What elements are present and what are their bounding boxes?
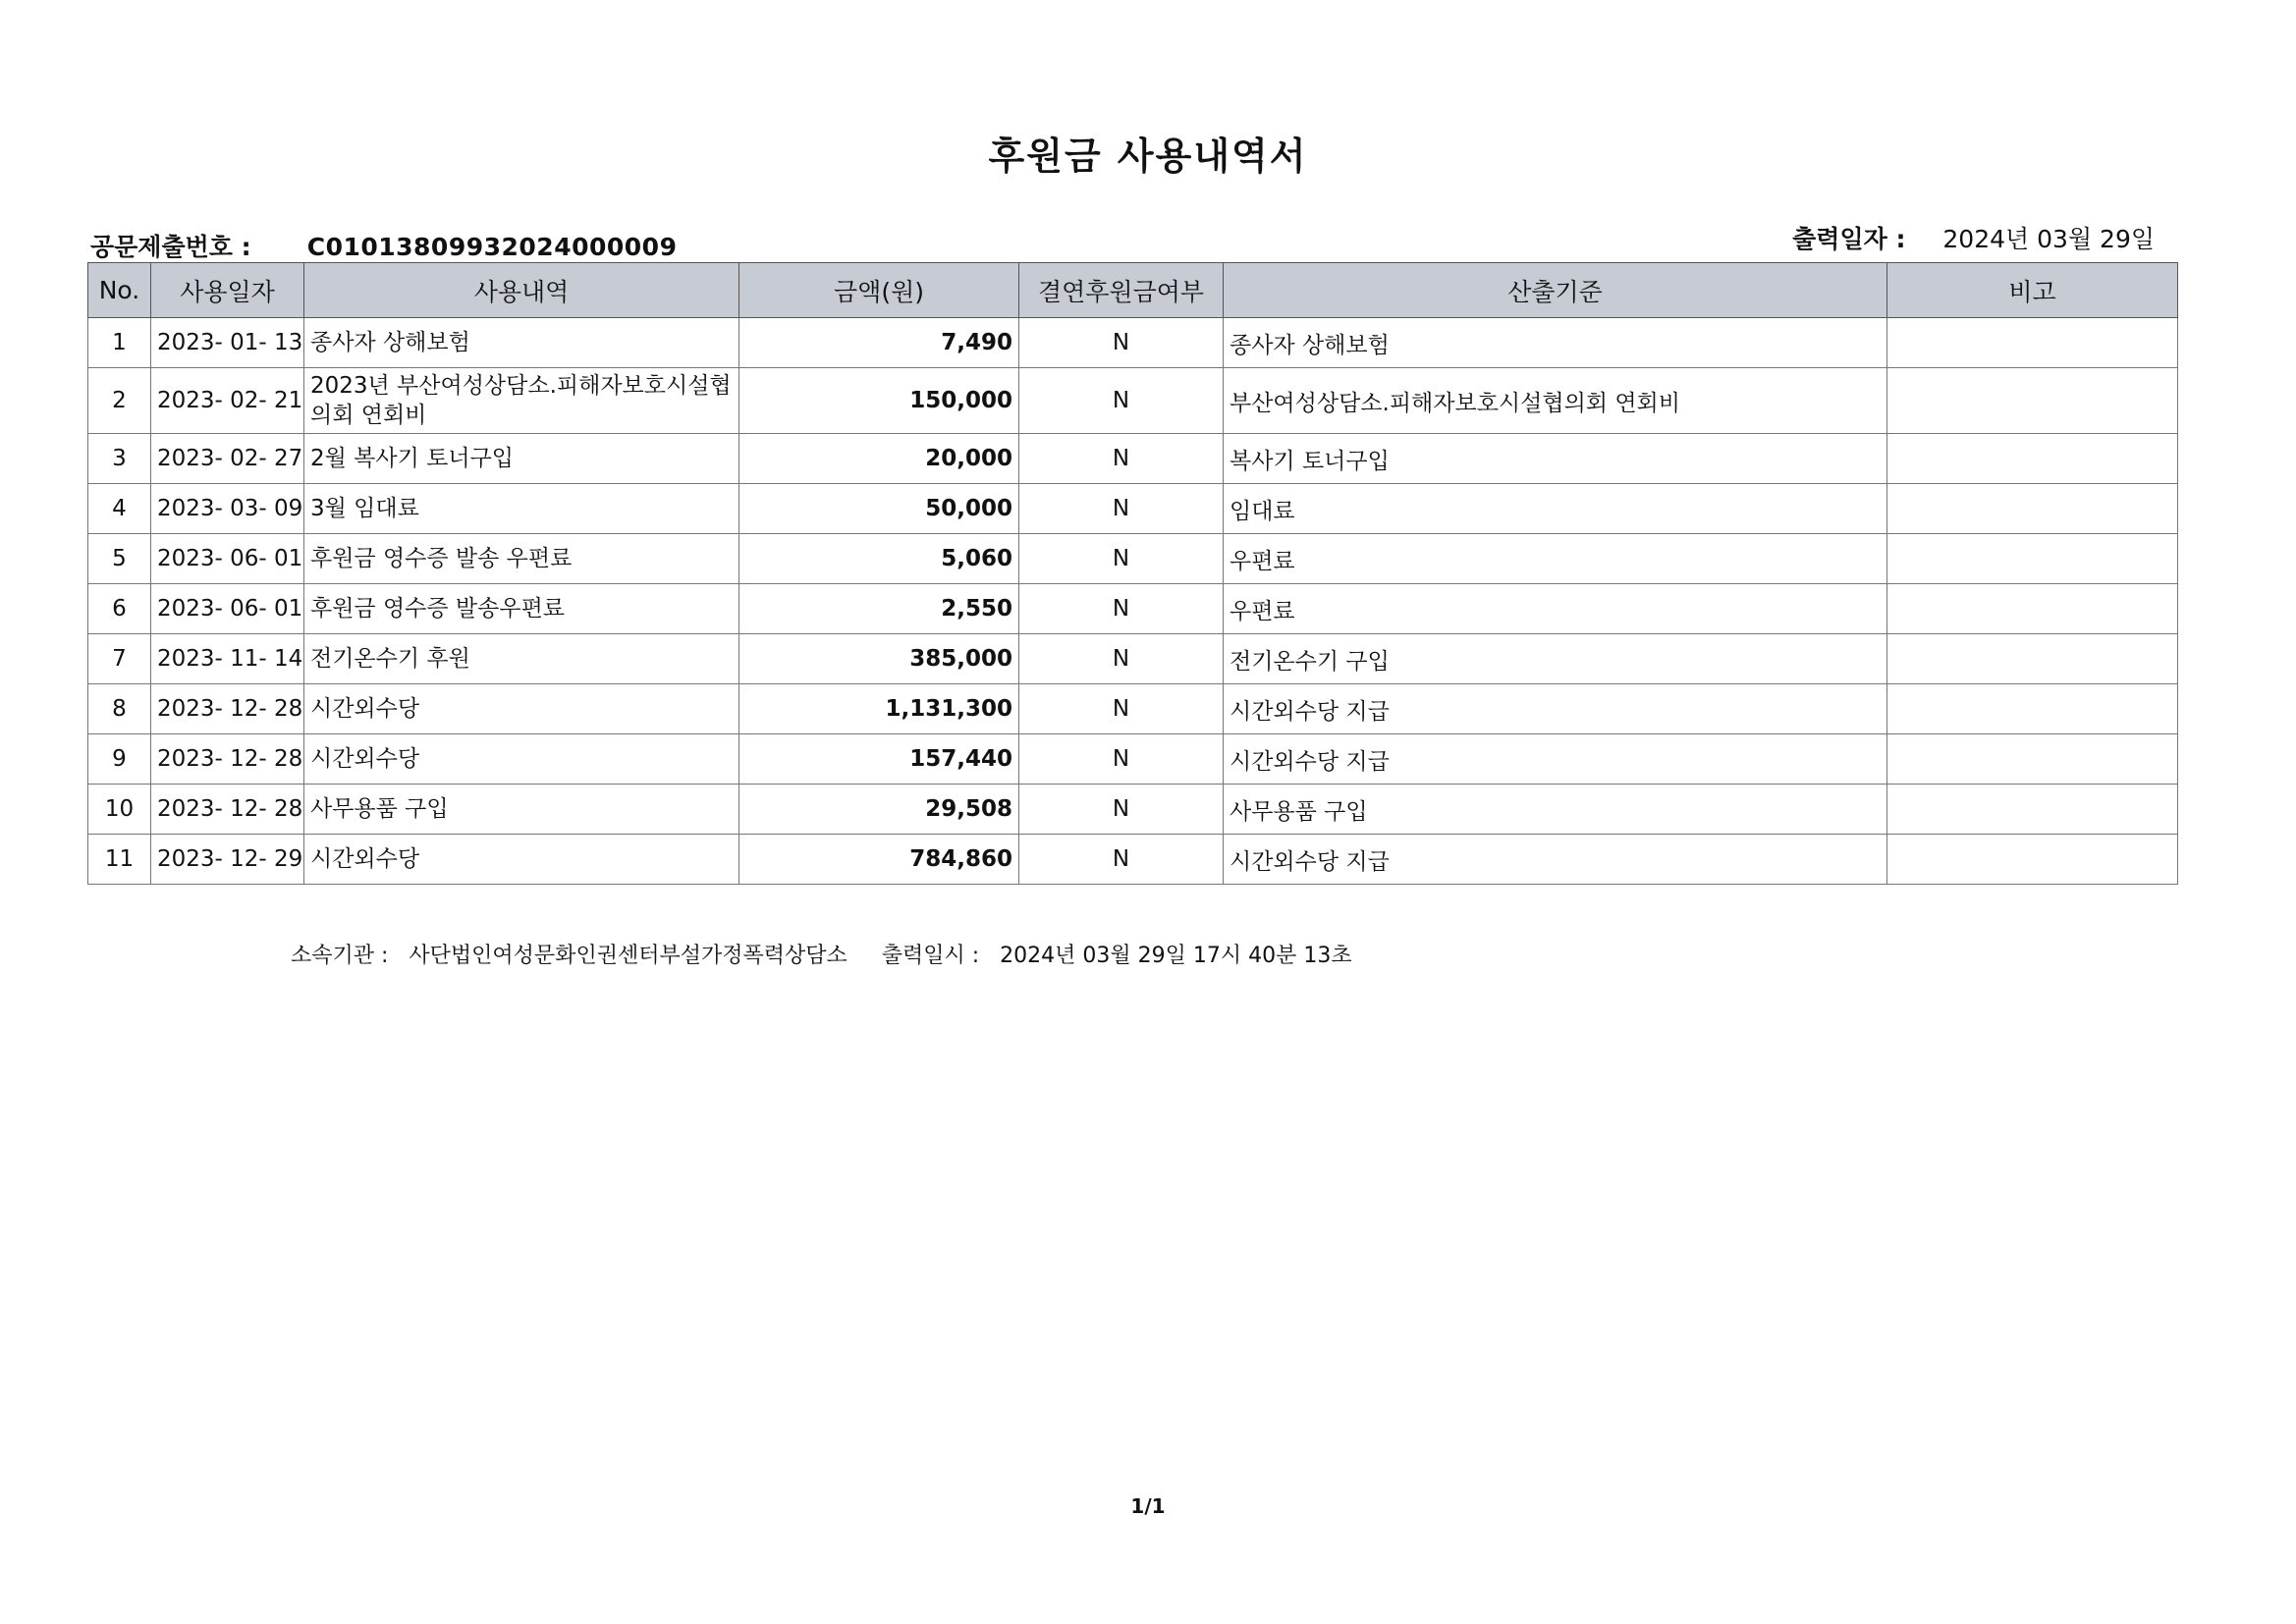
cell-desc: 2월 복사기 토너구입	[304, 434, 739, 484]
cell-basis: 우편료	[1224, 584, 1887, 634]
cell-note	[1887, 534, 2178, 584]
cell-flag: N	[1019, 484, 1224, 534]
cell-basis: 우편료	[1224, 534, 1887, 584]
cell-flag: N	[1019, 684, 1224, 734]
header-no: No.	[88, 263, 151, 318]
cell-no: 7	[88, 634, 151, 684]
cell-note	[1887, 434, 2178, 484]
page-number: 1/1	[1130, 1494, 1166, 1518]
cell-note	[1887, 484, 2178, 534]
print-date-value: 2024년 03월 29일	[1942, 225, 2155, 253]
cell-note	[1887, 368, 2178, 434]
cell-amount: 150,000	[739, 368, 1019, 434]
cell-basis: 종사자 상해보험	[1224, 318, 1887, 368]
header-note: 비고	[1887, 263, 2178, 318]
cell-amount: 50,000	[739, 484, 1019, 534]
org-label: 소속기관 :	[291, 944, 389, 968]
cell-desc: 시간외수당	[304, 734, 739, 785]
cell-amount: 29,508	[739, 785, 1019, 835]
cell-flag: N	[1019, 534, 1224, 584]
cell-desc: 2023년 부산여성상담소.피해자보호시설협의회 연회비	[304, 368, 739, 434]
header-desc: 사용내역	[304, 263, 739, 318]
cell-date: 2023- 02- 21	[151, 368, 304, 434]
cell-no: 4	[88, 484, 151, 534]
cell-no: 2	[88, 368, 151, 434]
doc-number-label: 공문제출번호 :	[90, 233, 251, 261]
cell-no: 9	[88, 734, 151, 785]
cell-date: 2023- 06- 01	[151, 584, 304, 634]
printed-at-label: 출력일시 :	[881, 944, 980, 968]
cell-desc: 시간외수당	[304, 684, 739, 734]
cell-date: 2023- 11- 14	[151, 634, 304, 684]
cell-basis: 복사기 토너구입	[1224, 434, 1887, 484]
cell-basis: 임대료	[1224, 484, 1887, 534]
header-amount: 금액(원)	[739, 263, 1019, 318]
cell-note	[1887, 318, 2178, 368]
header-flag: 결연후원금여부	[1019, 263, 1224, 318]
doc-number	[90, 228, 677, 263]
cell-amount: 385,000	[739, 634, 1019, 684]
cell-flag: N	[1019, 634, 1224, 684]
cell-desc: 3월 임대료	[304, 484, 739, 534]
usage-table	[87, 262, 2178, 885]
cell-no: 6	[88, 584, 151, 634]
cell-amount: 5,060	[739, 534, 1019, 584]
cell-basis: 부산여성상담소.피해자보호시설협의회 연회비	[1224, 368, 1887, 434]
cell-date: 2023- 12- 28	[151, 684, 304, 734]
cell-no: 5	[88, 534, 151, 584]
cell-no: 3	[88, 434, 151, 484]
cell-desc: 시간외수당	[304, 835, 739, 885]
cell-desc: 사무용품 구입	[304, 785, 739, 835]
cell-flag: N	[1019, 368, 1224, 434]
cell-date: 2023- 12- 28	[151, 785, 304, 835]
cell-no: 11	[88, 835, 151, 885]
cell-date: 2023- 12- 28	[151, 734, 304, 785]
cell-date: 2023- 06- 01	[151, 534, 304, 584]
cell-no: 10	[88, 785, 151, 835]
cell-basis: 시간외수당 지급	[1224, 835, 1887, 885]
cell-date: 2023- 12- 29	[151, 835, 304, 885]
table-row	[88, 368, 2178, 434]
page-title: 후원금 사용내역서	[988, 135, 1308, 178]
cell-amount: 20,000	[739, 434, 1019, 484]
doc-number-value: C01013809932024000009	[306, 233, 678, 261]
table-row	[88, 318, 2178, 368]
cell-note	[1887, 684, 2178, 734]
cell-date: 2023- 03- 09	[151, 484, 304, 534]
header-basis: 산출기준	[1224, 263, 1887, 318]
table-row	[88, 434, 2178, 484]
table-row	[88, 534, 2178, 584]
cell-desc: 후원금 영수증 발송우편료	[304, 584, 739, 634]
header-date: 사용일자	[151, 263, 304, 318]
cell-flag: N	[1019, 434, 1224, 484]
cell-basis: 사무용품 구입	[1224, 785, 1887, 835]
table-header-row	[88, 263, 2178, 318]
printed-at-value: 2024년 03월 29일 17시 40분 13초	[1000, 944, 1352, 968]
cell-note	[1887, 785, 2178, 835]
print-date	[1792, 220, 2155, 255]
print-date-label: 출력일자 :	[1792, 225, 1906, 253]
cell-note	[1887, 634, 2178, 684]
cell-basis: 시간외수당 지급	[1224, 684, 1887, 734]
table-row	[88, 634, 2178, 684]
cell-no: 1	[88, 318, 151, 368]
cell-flag: N	[1019, 734, 1224, 785]
cell-flag: N	[1019, 584, 1224, 634]
table-row	[88, 584, 2178, 634]
cell-note	[1887, 835, 2178, 885]
org-value: 사단법인여성문화인권센터부설가정폭력상담소	[409, 944, 847, 968]
cell-flag: N	[1019, 318, 1224, 368]
cell-date: 2023- 01- 13	[151, 318, 304, 368]
table-row	[88, 785, 2178, 835]
cell-amount: 784,860	[739, 835, 1019, 885]
cell-date: 2023- 02- 27	[151, 434, 304, 484]
cell-basis: 시간외수당 지급	[1224, 734, 1887, 785]
cell-flag: N	[1019, 835, 1224, 885]
cell-flag: N	[1019, 785, 1224, 835]
table-row	[88, 734, 2178, 785]
table-row	[88, 684, 2178, 734]
cell-amount: 7,490	[739, 318, 1019, 368]
cell-desc: 전기온수기 후원	[304, 634, 739, 684]
cell-amount: 1,131,300	[739, 684, 1019, 734]
footer-info	[291, 939, 1366, 969]
table-row	[88, 484, 2178, 534]
cell-note	[1887, 584, 2178, 634]
cell-amount: 157,440	[739, 734, 1019, 785]
table-row	[88, 835, 2178, 885]
cell-note	[1887, 734, 2178, 785]
cell-desc: 후원금 영수증 발송 우편료	[304, 534, 739, 584]
cell-no: 8	[88, 684, 151, 734]
cell-basis: 전기온수기 구입	[1224, 634, 1887, 684]
cell-amount: 2,550	[739, 584, 1019, 634]
cell-desc: 종사자 상해보험	[304, 318, 739, 368]
